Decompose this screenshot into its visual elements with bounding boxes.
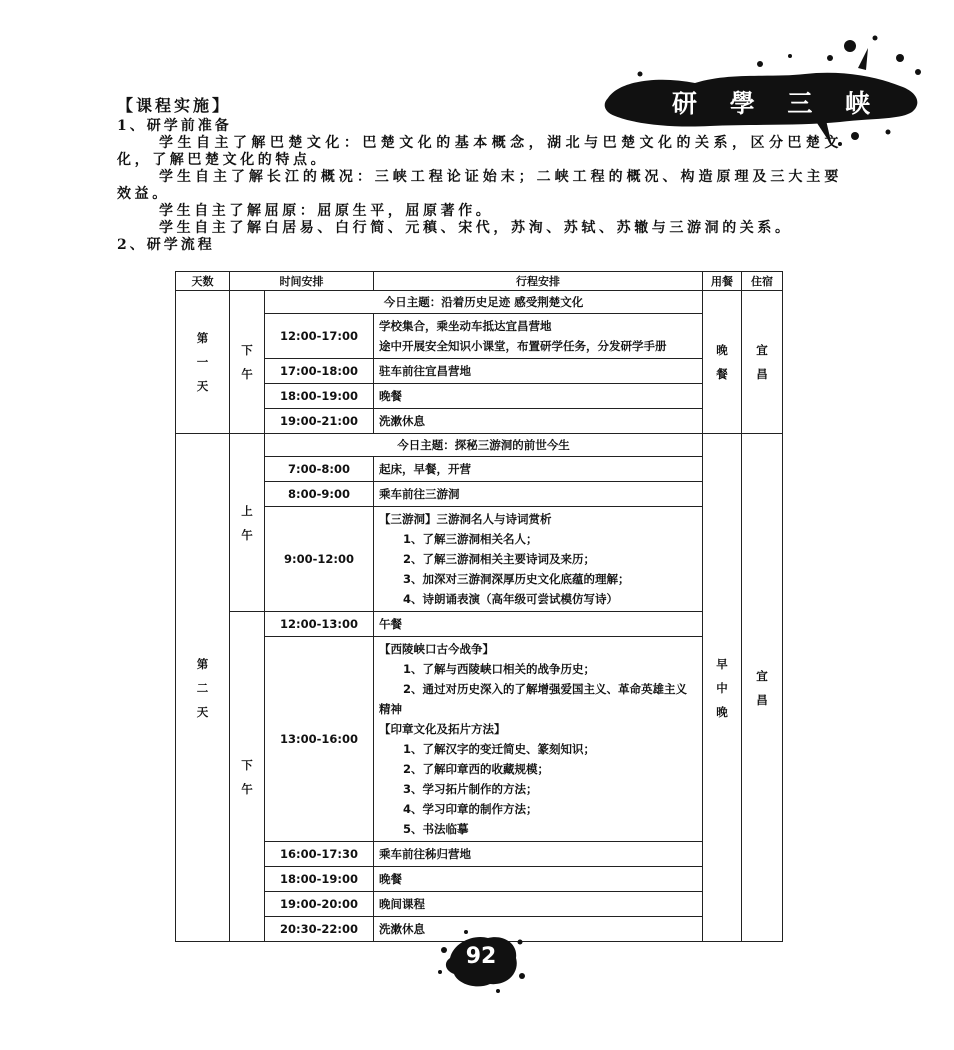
activity-cell: 晚餐 — [374, 867, 703, 892]
intro-paragraph: 学生自主了解巴楚文化：巴楚文化的基本概念，湖北与巴楚文化的关系，区分巴楚文化，了解巴楚文化的特点。 — [117, 135, 842, 168]
flow-title: 2、研学流程 — [117, 237, 215, 253]
day-2-period-am: 上 午 — [230, 434, 265, 612]
section-title: 【课程实施】 — [117, 96, 232, 115]
table-row — [176, 359, 783, 384]
activity-cell: 乘车前往三游洞 — [374, 482, 703, 507]
intro-paragraph: 学生自主了解屈原：屈原生平，屈原著作。 — [159, 203, 494, 219]
intro-paragraph: 学生自主了解长江的概况：三峡工程论证始末；二峡工程的概况、构造原理及三大主要效益。 — [117, 169, 842, 202]
activity-cell: 学校集合，乘坐动车抵达宜昌营地 途中开展安全知识小课堂，布置研学任务，分发研学手册 — [374, 314, 703, 359]
time-cell: 13:00-16:00 — [265, 637, 374, 842]
day-1-meal: 晚 餐 — [703, 291, 742, 434]
table-row — [176, 507, 783, 612]
table-header-row — [176, 272, 783, 291]
table-row — [176, 457, 783, 482]
activity-cell: 乘车前往秭归营地 — [374, 842, 703, 867]
header-meal: 用餐 — [703, 272, 742, 291]
table-row — [176, 892, 783, 917]
time-cell: 19:00-21:00 — [265, 409, 374, 434]
header-schedule: 行程安排 — [374, 272, 703, 291]
table-row — [176, 409, 783, 434]
day-1-lodging: 宜 昌 — [742, 291, 783, 434]
activity-cell: 洗漱休息 — [374, 917, 703, 942]
time-cell: 12:00-13:00 — [265, 612, 374, 637]
table-row — [176, 842, 783, 867]
table-row — [176, 482, 783, 507]
day-1-period-pm: 下 午 — [230, 291, 265, 434]
day-2-theme: 今日主题：探秘三游洞的前世今生 — [265, 434, 703, 457]
time-cell: 12:00-17:00 — [265, 314, 374, 359]
intro-paragraph: 学生自主了解白居易、白行简、元稹、宋代，苏洵、苏轼、苏辙与三游洞的关系。 — [159, 220, 793, 236]
table-row — [176, 384, 783, 409]
time-cell: 16:00-17:30 — [265, 842, 374, 867]
time-cell: 7:00-8:00 — [265, 457, 374, 482]
day-2-lodging: 宜 昌 — [742, 434, 783, 942]
itinerary-table — [175, 271, 783, 942]
header-lodging: 住宿 — [742, 272, 783, 291]
header-day: 天数 — [176, 272, 230, 291]
time-cell: 19:00-20:00 — [265, 892, 374, 917]
day-2-period-pm: 下 午 — [230, 612, 265, 942]
time-cell: 18:00-19:00 — [265, 384, 374, 409]
time-cell: 20:30-22:00 — [265, 917, 374, 942]
activity-cell: 晚间课程 — [374, 892, 703, 917]
course-implementation — [117, 96, 842, 254]
day-1-label: 第 一 天 — [176, 291, 230, 434]
page-number: 92 — [465, 944, 497, 969]
table-row — [176, 867, 783, 892]
header-title: 研 學 三 峡 — [672, 89, 883, 118]
time-cell: 17:00-18:00 — [265, 359, 374, 384]
day-1-theme: 今日主题：沿着历史足迹 感受荆楚文化 — [265, 291, 703, 314]
table-row — [176, 314, 783, 359]
table-row — [176, 637, 783, 842]
activity-cell: 洗漱休息 — [374, 409, 703, 434]
time-cell: 8:00-9:00 — [265, 482, 374, 507]
time-cell: 9:00-12:00 — [265, 507, 374, 612]
activity-cell: 【西陵峡口古今战争】 1、了解与西陵峡口相关的战争历史； 2、通过对历史深入的了解增强爱国主义、革命英雄主义精神 【印章文化及拓片方法】 1、了解汉字的变迁简史、篆刻知识； 2、了解印章西的收藏规模； 3、学习拓片制作的方法； 4、学习印章的制作方法； 5、书法临摹 — [374, 637, 703, 842]
day-2-label: 第 二 天 — [176, 434, 230, 942]
activity-cell: 驻车前往宜昌营地 — [374, 359, 703, 384]
prep-title: 1、研学前准备 — [117, 118, 232, 134]
time-cell: 18:00-19:00 — [265, 867, 374, 892]
activity-cell: 起床，早餐，开营 — [374, 457, 703, 482]
day-2-meal: 早 中 晚 — [703, 434, 742, 942]
activity-cell: 午餐 — [374, 612, 703, 637]
activity-cell: 晚餐 — [374, 384, 703, 409]
table-row — [176, 612, 783, 637]
activity-cell: 【三游洞】三游洞名人与诗词赏析 1、了解三游洞相关名人； 2、了解三游洞相关主要诗词及来历； 3、加深对三游洞深厚历史文化底蕴的理解； 4、诗朗诵表演（高年级可尝试模仿写诗） — [374, 507, 703, 612]
header-time: 时间安排 — [230, 272, 374, 291]
